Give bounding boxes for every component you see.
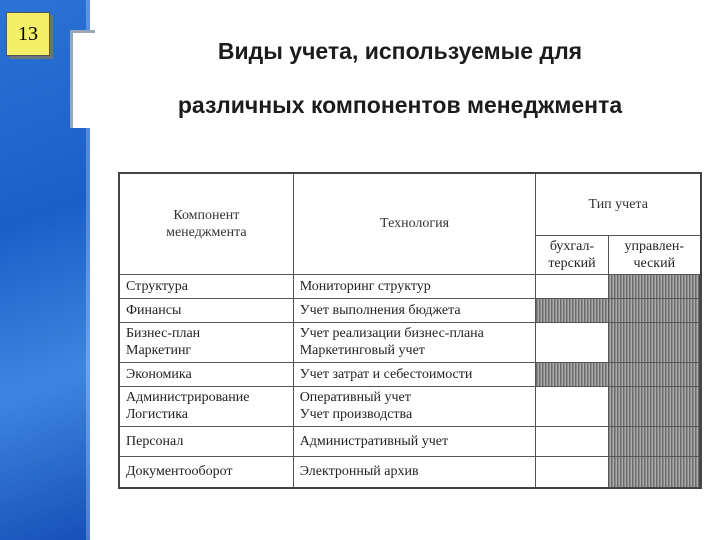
- component-cell: Бизнес-план Маркетинг: [119, 322, 293, 362]
- table-row: [119, 274, 701, 298]
- technology-cell: Электронный архив: [293, 456, 536, 488]
- component-cell: Финансы: [119, 298, 293, 322]
- table-row: [119, 456, 701, 488]
- accounting-mark-empty: [536, 386, 608, 426]
- table-row: [119, 322, 701, 362]
- table-body: [119, 274, 701, 488]
- managerial-mark-filled: [608, 274, 701, 298]
- accounting-table: [118, 172, 702, 489]
- slide-title-line2: различных компонентов менеджмента: [177, 92, 623, 118]
- component-cell: Администрирование Логистика: [119, 386, 293, 426]
- header-managerial: управлен- ческий: [608, 235, 701, 274]
- title-frame: [70, 30, 95, 128]
- managerial-mark-filled: [608, 322, 701, 362]
- header-accounting: бухгал- терский: [536, 235, 608, 274]
- slide-number: 13: [18, 22, 38, 45]
- managerial-mark-filled: [608, 456, 701, 488]
- table-row: [119, 386, 701, 426]
- slide-number-badge: [6, 12, 50, 56]
- header-component: Компонент менеджмента: [119, 173, 293, 274]
- component-cell: Экономика: [119, 362, 293, 386]
- table-row: [119, 426, 701, 456]
- table-row: [119, 298, 701, 322]
- header-account-type: Тип учета: [536, 173, 701, 235]
- component-cell: Документооборот: [119, 456, 293, 488]
- accounting-mark-filled: [536, 298, 608, 322]
- table-row: [119, 362, 701, 386]
- managerial-mark-filled: [608, 386, 701, 426]
- technology-cell: Учет затрат и себестоимости: [293, 362, 536, 386]
- accounting-mark-empty: [536, 322, 608, 362]
- technology-cell: Административный учет: [293, 426, 536, 456]
- component-cell: Структура: [119, 274, 293, 298]
- technology-cell: Учет выполнения бюджета: [293, 298, 536, 322]
- technology-cell: Учет реализации бизнес-плана Маркетинговый учет: [293, 322, 536, 362]
- header-technology: Технология: [293, 173, 536, 274]
- managerial-mark-filled: [608, 362, 701, 386]
- technology-cell: Мониторинг структур: [293, 274, 536, 298]
- accounting-mark-empty: [536, 456, 608, 488]
- accounting-mark-empty: [536, 426, 608, 456]
- table-header-row: [119, 173, 701, 235]
- accounting-mark-filled: [536, 362, 608, 386]
- component-cell: Персонал: [119, 426, 293, 456]
- accounting-mark-empty: [536, 274, 608, 298]
- technology-cell: Оперативный учет Учет производства: [293, 386, 536, 426]
- managerial-mark-filled: [608, 426, 701, 456]
- slide-title-line1: Виды учета, используемые для: [217, 38, 583, 64]
- managerial-mark-filled: [608, 298, 701, 322]
